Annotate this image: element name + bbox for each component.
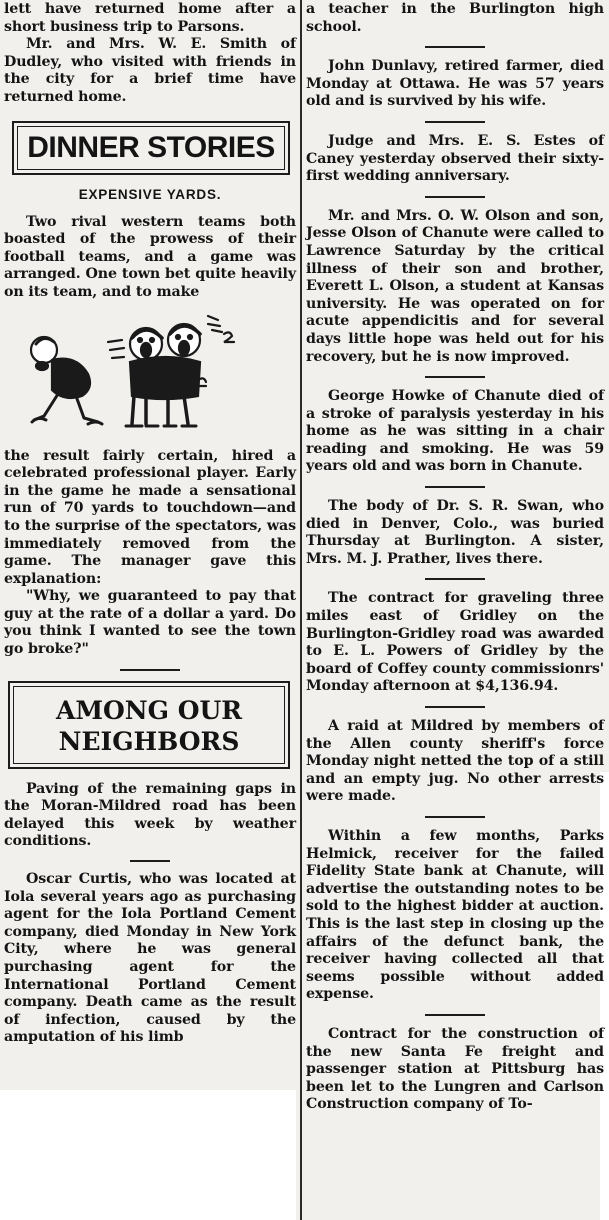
right-paragraph-6: The body of Dr. S. R. Swan, who died in Denver, Colo., was buried Thursday at Burlington. A sister, Mrs. M. J. Prather, lives there. [306, 498, 604, 567]
separator-rule [120, 669, 180, 671]
separator-rule [425, 578, 485, 580]
separator-rule [425, 196, 485, 198]
dinner-story-para-1: Two rival western teams both boasted of the prowess of their football teams, and a game was arranged. One town bet quite heavily on its team, and to make [4, 213, 296, 300]
right-paragraph-8: A raid at Mildred by members of the Allen county sheriff's force Monday night netted the top of a still and an empty jug. No other arrests were made. [306, 718, 604, 805]
intro-paragraph-2: Mr. and Mrs. W. E. Smith of Dudley, who visited with friends in the city for a brief time have returned home. [4, 36, 296, 105]
neighbors-paragraph-2: Oscar Curtis, who was located at Iola several years ago as purchasing agent for the Iola Portland Cement company, died Monday in New York City, where he was general purchasing agent for the International Portland Cement company. Death came as the result of infection, caused by the amputation of his limb [4, 871, 296, 1046]
football-players-cartoon-icon [18, 310, 258, 442]
separator-rule [425, 121, 485, 123]
separator-rule [425, 1014, 485, 1016]
separator-rule [130, 860, 170, 862]
dinner-stories-heading-box [12, 121, 290, 175]
right-paragraph-2: John Dunlavy, retired farmer, died Monday at Ottawa. He was 57 years old and is survived by his wife. [306, 58, 604, 110]
left-column [0, 0, 296, 1047]
dinner-story-para-2: the result fairly certain, hired a celebrated professional player. Early in the game he made a sensational run of 70 yards to touchdown—and to the surprise of the spectators, was immediately removed from the game. The manager gave this explanation: [4, 447, 296, 587]
right-paragraph-9: Within a few months, Parks Helmick, receiver for the failed Fidelity State bank at Chanute, will advertise the outstanding notes to be sold to the highest bidder at auction. This is the last step in closing up the affairs of the defunct bank, the receiver having collected all that seems possible without added expense. [306, 827, 604, 1003]
intro-paragraph-1: lett have returned home after a short business trip to Parsons. [4, 1, 296, 35]
separator-rule [425, 486, 485, 488]
expensive-yards-subhead: EXPENSIVE YARDS. [78, 186, 222, 202]
separator-rule [425, 816, 485, 818]
right-paragraph-1: a teacher in the Burlington high school. [306, 1, 604, 35]
separator-rule [425, 376, 485, 378]
neighbors-paragraph-1: Paving of the remaining gaps in the Moran-Mildred road has been delayed this week by weather conditions. [4, 780, 296, 850]
right-column [306, 0, 604, 1114]
right-paragraph-7: The contract for graveling three miles east of Gridley on the Burlington-Gridley road was awarded to E. L. Powers of Gridley by the board of Coffey county commissionrs' Monday afternoon at $4,136.94. [306, 590, 604, 695]
separator-rule [425, 46, 485, 48]
right-paragraph-10: Contract for the construction of the new Santa Fe freight and passenger station at Pittsburg has been let to the Lungren and Carlson Construction company of To- [306, 1025, 604, 1113]
among-neighbors-heading-line-1: AMONG OUR [55, 695, 243, 725]
right-paragraph-4: Mr. and Mrs. O. W. Olson and son, Jesse Olson of Chanute were called to Lawrence Saturday by the critical illness of their son and brother, Everett L. Olson, a student at Kansas university. He was operated on for acute appendicitis and for several days little hope was held out for his recovery, but he is now improved. [306, 207, 604, 365]
right-paragraph-3: Judge and Mrs. E. S. Estes of Caney yesterday observed their sixty-first wedding anniversary. [306, 132, 604, 185]
among-neighbors-heading-box [8, 681, 290, 769]
column-rule [300, 0, 302, 1220]
separator-rule [425, 706, 485, 708]
right-paragraph-5: George Howke of Chanute died of a stroke of paralysis yesterday in his home as he was sitting in a chair reading and smoking. He was 59 years old and was born in Chanute. [306, 388, 604, 475]
among-neighbors-heading-line-2: NEIGHBORS [58, 726, 240, 756]
dinner-stories-heading: DINNER STORIES [17, 126, 285, 170]
dinner-story-quote: "Why, we guaranteed to pay that guy at the rate of a dollar a yard. Do you think I wanted to see the town go broke?" [4, 588, 296, 658]
among-neighbors-heading [13, 686, 285, 764]
